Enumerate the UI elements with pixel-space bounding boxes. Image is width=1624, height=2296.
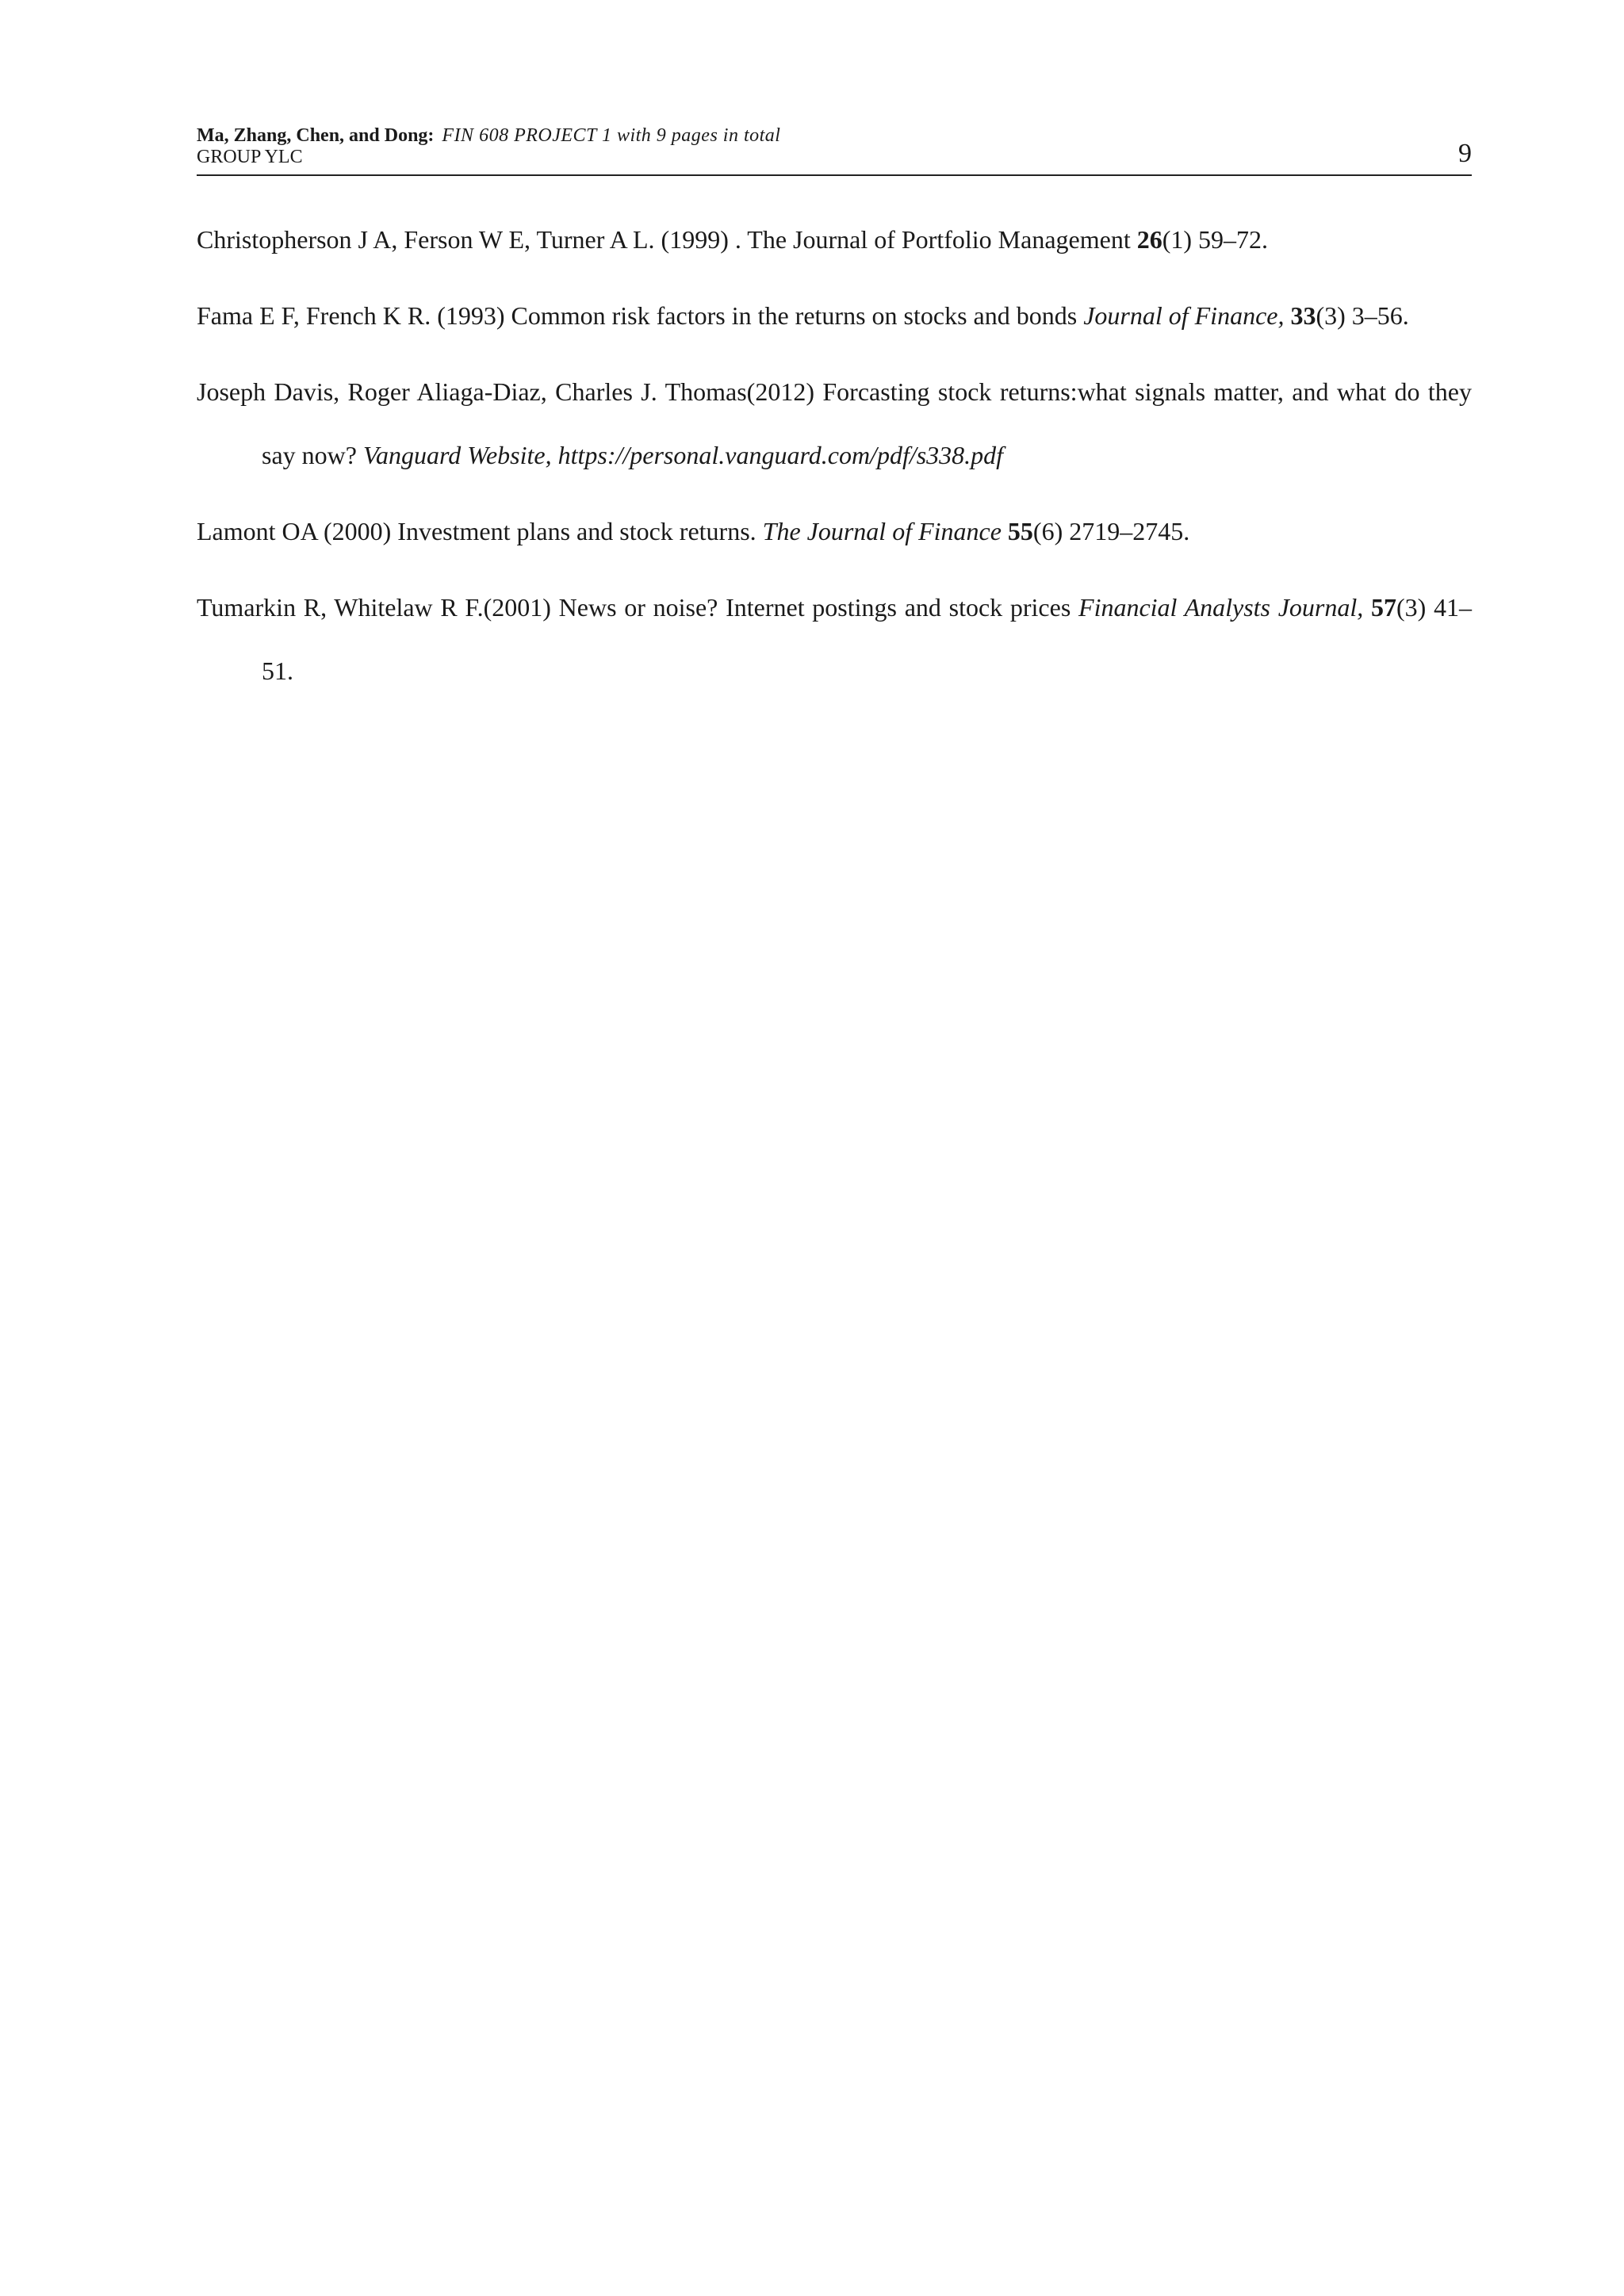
running-header [197, 124, 1472, 176]
page-number: 9 [1458, 139, 1472, 168]
reference-item [197, 208, 1472, 271]
reference-pages: (1) 59–72. [1162, 225, 1269, 254]
reference-volume: 33 [1290, 301, 1316, 330]
header-line [197, 124, 780, 147]
reference-volume: 55 [1007, 517, 1033, 545]
reference-item [197, 499, 1472, 563]
reference-item [197, 360, 1472, 487]
reference-list [197, 208, 1472, 715]
reference-text: Christopherson J A, Ferson W E, Turner A L. (1999) . The Journal of Portfolio Management [197, 225, 1137, 254]
header-title: FIN 608 PROJECT 1 with 9 pages in total [442, 125, 781, 146]
reference-journal: Journal of Finance, [1083, 301, 1291, 330]
reference-item [197, 576, 1472, 702]
reference-text: Tumarkin R, Whitelaw R F.(2001) News or noise? Internet postings and stock prices [197, 593, 1079, 622]
reference-text: Lamont OA (2000) Investment plans and stock returns. [197, 517, 763, 545]
reference-pages: (3) 41–51. [262, 593, 1473, 685]
reference-item [197, 284, 1472, 347]
reference-volume: 57 [1370, 593, 1396, 622]
reference-pages: (3) 3–56. [1316, 301, 1409, 330]
reference-journal: The Journal of Finance [762, 517, 1008, 545]
reference-pages: (6) 2719–2745. [1032, 517, 1190, 545]
reference-volume: 26 [1136, 225, 1162, 254]
reference-text: Joseph Davis, Roger Aliaga-Diaz, Charles J. Thomas(2012) Forcasting stock returns:what signals matter, and what do they say now? [197, 377, 1472, 469]
reference-text: Fama E F, French K R. (1993) Common risk factors in the returns on stocks and bonds [197, 301, 1084, 330]
header-group: GROUP YLC [197, 147, 303, 167]
reference-journal: Financial Analysts Journal, [1078, 593, 1371, 622]
header-authors: Ma, Zhang, Chen, and Dong: [197, 125, 435, 146]
reference-journal: Vanguard Website, https://personal.vanguard.com/pdf/s338.pdf [362, 441, 1004, 469]
